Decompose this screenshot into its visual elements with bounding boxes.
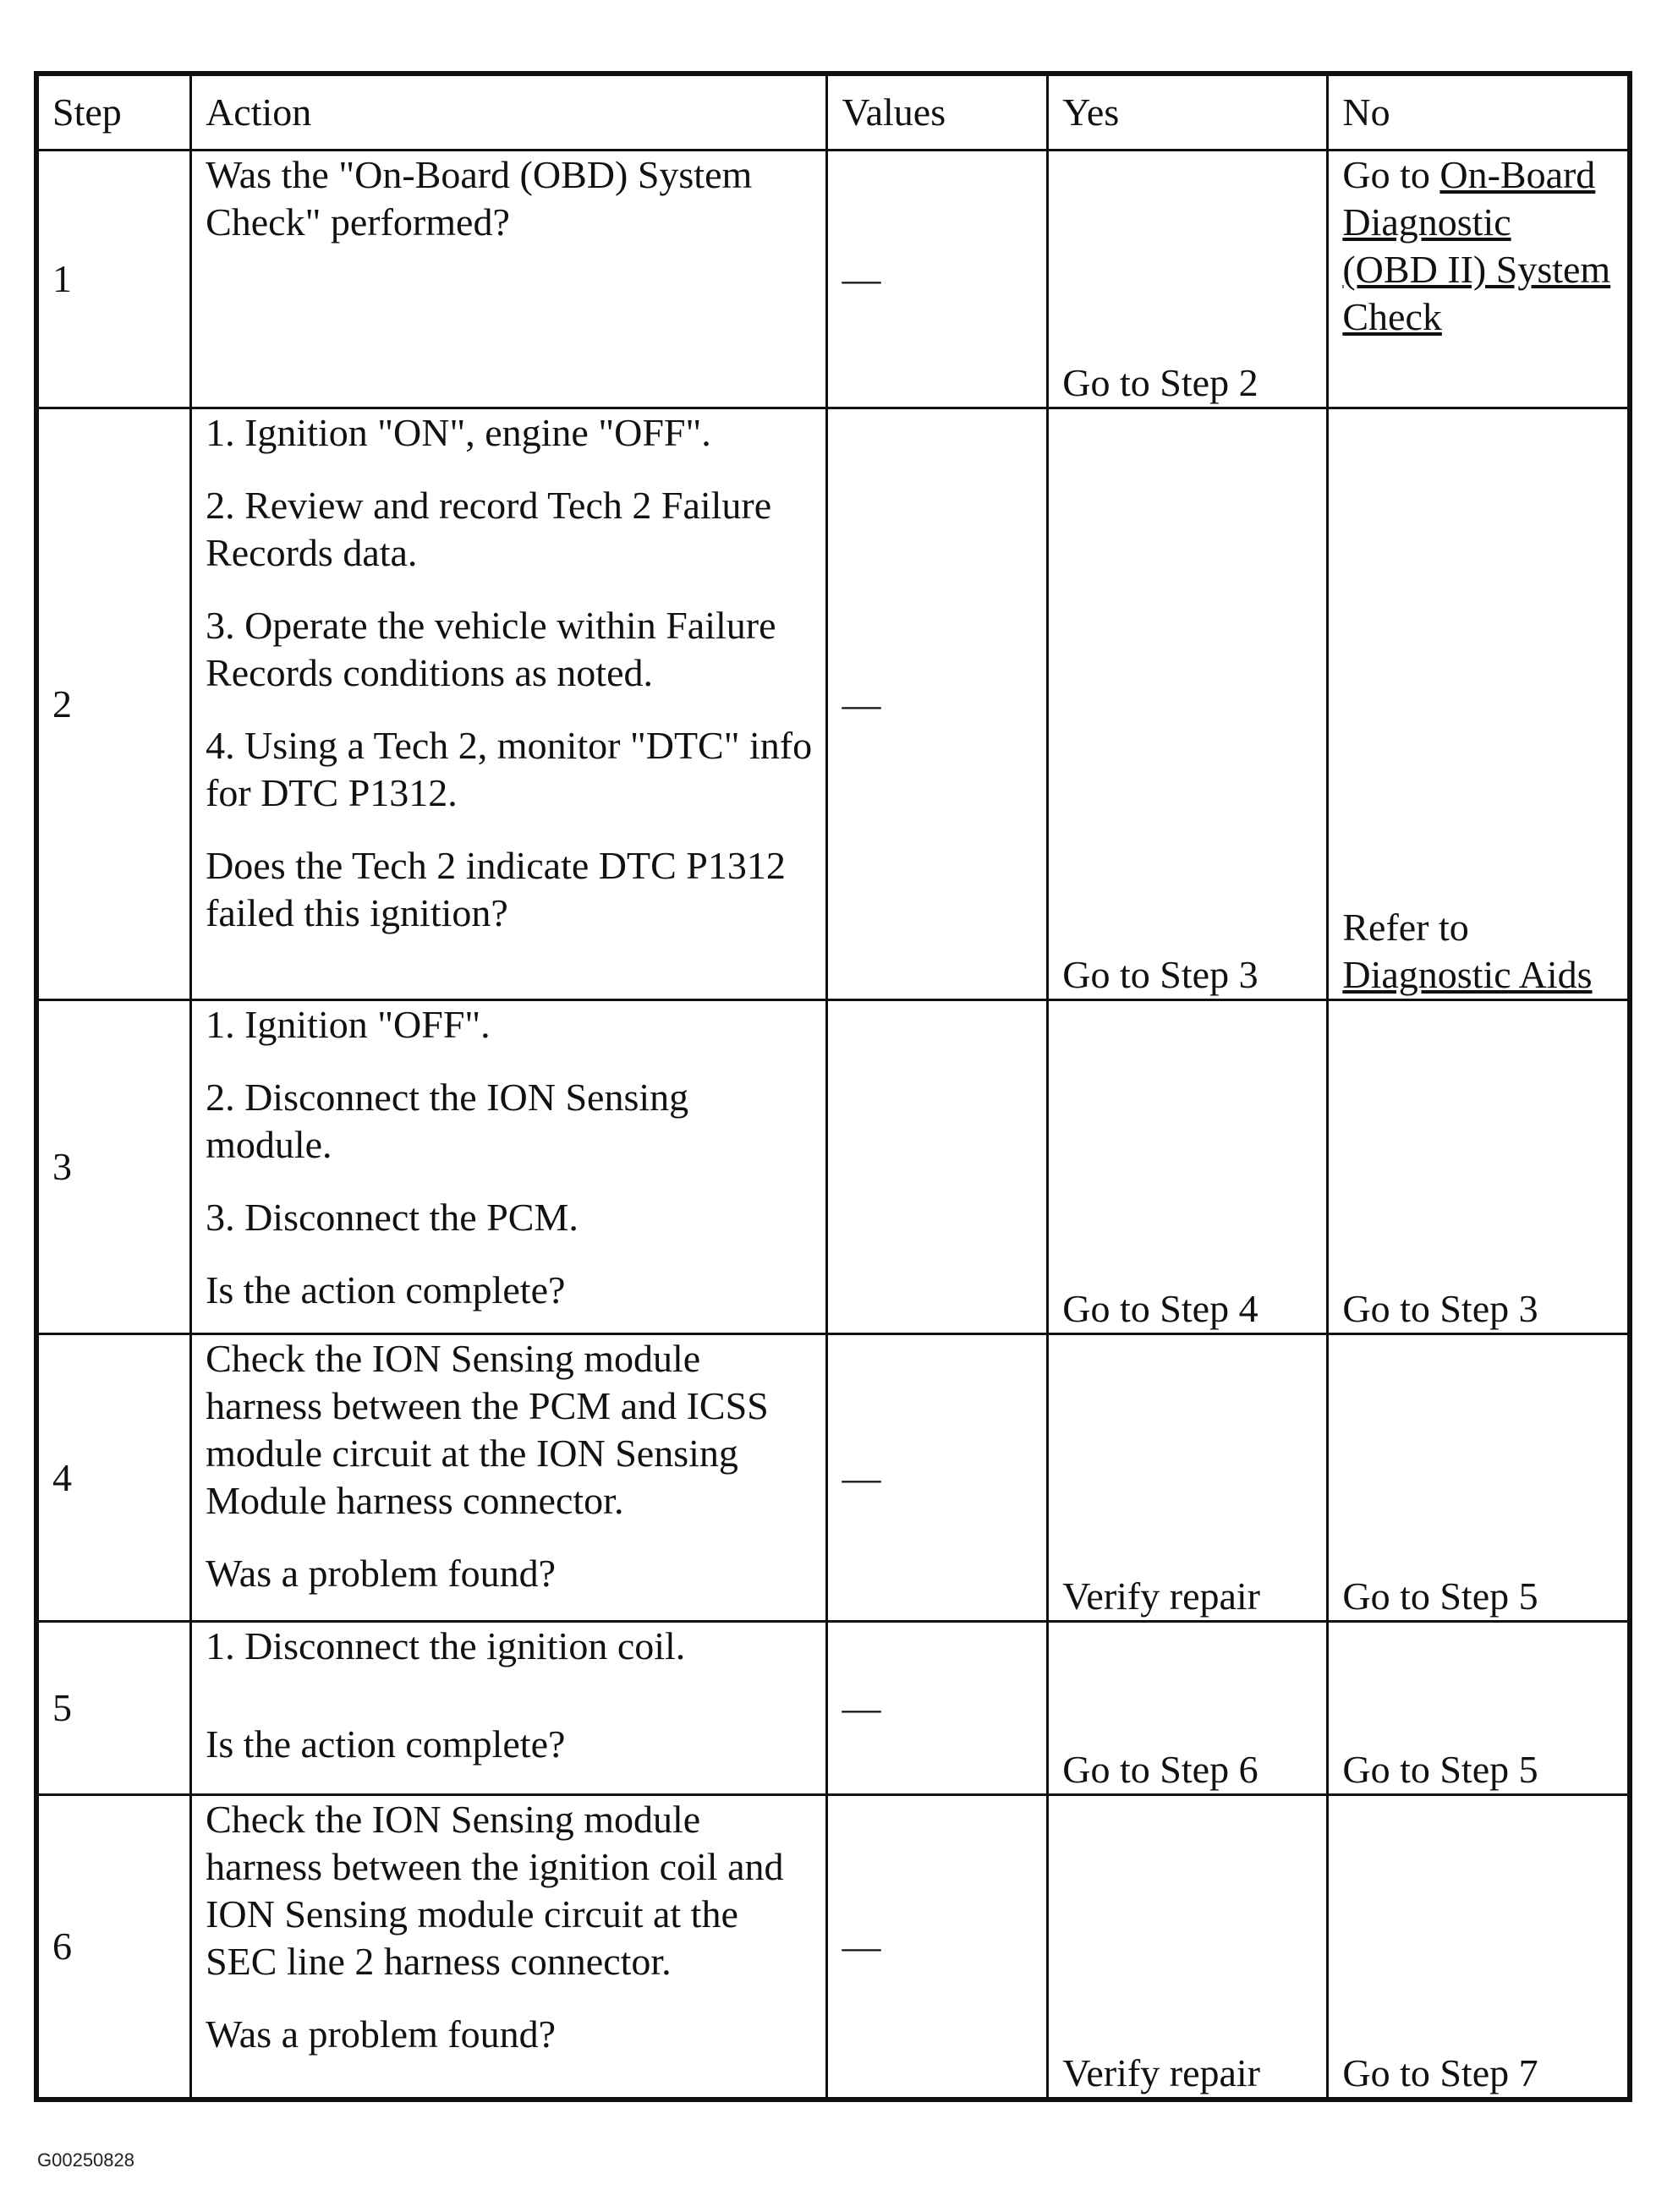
yes-cell: Verify repair xyxy=(1048,1334,1328,1622)
no-cell xyxy=(1328,151,1630,408)
action-text: Was a problem found? xyxy=(206,1552,557,1595)
action-cell xyxy=(191,408,827,1000)
yes-cell: Go to Step 6 xyxy=(1048,1622,1328,1795)
yes-cell: Go to Step 3 xyxy=(1048,408,1328,1000)
dash-placeholder: — xyxy=(842,1924,881,1968)
table-row xyxy=(36,408,1630,1000)
action-text: Check the ION Sensing module harness between the PCM and ICSS module circuit at the ION Sensing Module harness connector. xyxy=(206,1337,769,1522)
step-number: 6 xyxy=(36,1795,191,2100)
table-row xyxy=(36,1622,1630,1795)
table-row xyxy=(36,151,1630,408)
step-number: 2 xyxy=(36,408,191,1000)
action-cell xyxy=(191,1334,827,1622)
action-cell xyxy=(191,151,827,408)
action-text: Is the action complete? xyxy=(206,1268,566,1311)
yes-cell: Go to Step 4 xyxy=(1048,1000,1328,1334)
action-cell xyxy=(191,1000,827,1334)
action-text: Was the "On-Board (OBD) System Check" performed? xyxy=(206,153,753,244)
step-number: 4 xyxy=(36,1334,191,1622)
values-cell xyxy=(827,1795,1048,2100)
figure-id: G00250828 xyxy=(37,2149,134,2171)
diagnostic-table xyxy=(34,71,1632,2102)
table-row xyxy=(36,1000,1630,1334)
action-text: 1. Disconnect the ignition coil. xyxy=(206,1624,686,1667)
action-text: Check the ION Sensing module harness between the ignition coil and ION Sensing module circuit at the SEC line 2 harness connector. xyxy=(206,1798,784,1983)
header-values: Values xyxy=(827,74,1048,151)
dash-placeholder: — xyxy=(842,257,881,300)
header-step: Step xyxy=(36,74,191,151)
link-diagnostic-aids[interactable]: Diagnostic Aids xyxy=(1342,953,1593,996)
values-cell xyxy=(827,408,1048,1000)
action-text: 4. Using a Tech 2, monitor "DTC" info for DTC P1312. xyxy=(206,724,813,814)
no-cell: Go to Step 5 xyxy=(1328,1334,1630,1622)
no-cell: Go to Step 3 xyxy=(1328,1000,1630,1334)
action-cell xyxy=(191,1795,827,2100)
header-no: No xyxy=(1328,74,1630,151)
action-text: 3. Operate the vehicle within Failure Records conditions as noted. xyxy=(206,604,776,694)
yes-cell: Go to Step 2 xyxy=(1048,151,1328,408)
dash-placeholder: — xyxy=(842,682,881,725)
table-row xyxy=(36,1334,1630,1622)
values-cell xyxy=(827,1334,1048,1622)
step-number: 5 xyxy=(36,1622,191,1795)
no-prefix: Go to xyxy=(1342,153,1440,196)
action-text: 1. Ignition "ON", engine "OFF". xyxy=(206,411,711,454)
action-text: Does the Tech 2 indicate DTC P1312 failed this ignition? xyxy=(206,844,786,934)
action-text: 2. Disconnect the ION Sensing module. xyxy=(206,1076,689,1166)
step-number: 1 xyxy=(36,151,191,408)
values-cell xyxy=(827,1000,1048,1334)
no-cell xyxy=(1328,408,1630,1000)
action-text: 1. Ignition "OFF". xyxy=(206,1003,491,1046)
action-text: 3. Disconnect the PCM. xyxy=(206,1196,579,1239)
header-action: Action xyxy=(191,74,827,151)
yes-cell: Verify repair xyxy=(1048,1795,1328,2100)
table-row xyxy=(36,1795,1630,2100)
no-prefix: Refer to xyxy=(1342,906,1469,949)
dash-placeholder: — xyxy=(842,1455,881,1499)
action-text: Is the action complete? xyxy=(206,1722,566,1766)
no-cell: Go to Step 5 xyxy=(1328,1622,1630,1795)
header-row xyxy=(36,74,1630,151)
link-obd-system-check[interactable]: On-Board Diagnostic (OBD II) System Check xyxy=(1342,153,1611,338)
values-cell xyxy=(827,1622,1048,1795)
header-yes: Yes xyxy=(1048,74,1328,151)
step-number: 3 xyxy=(36,1000,191,1334)
values-cell xyxy=(827,151,1048,408)
action-cell xyxy=(191,1622,827,1795)
action-text: 2. Review and record Tech 2 Failure Records data. xyxy=(206,484,772,574)
dash-placeholder: — xyxy=(842,1686,881,1729)
no-cell: Go to Step 7 xyxy=(1328,1795,1630,2100)
action-text: Was a problem found? xyxy=(206,2012,557,2056)
